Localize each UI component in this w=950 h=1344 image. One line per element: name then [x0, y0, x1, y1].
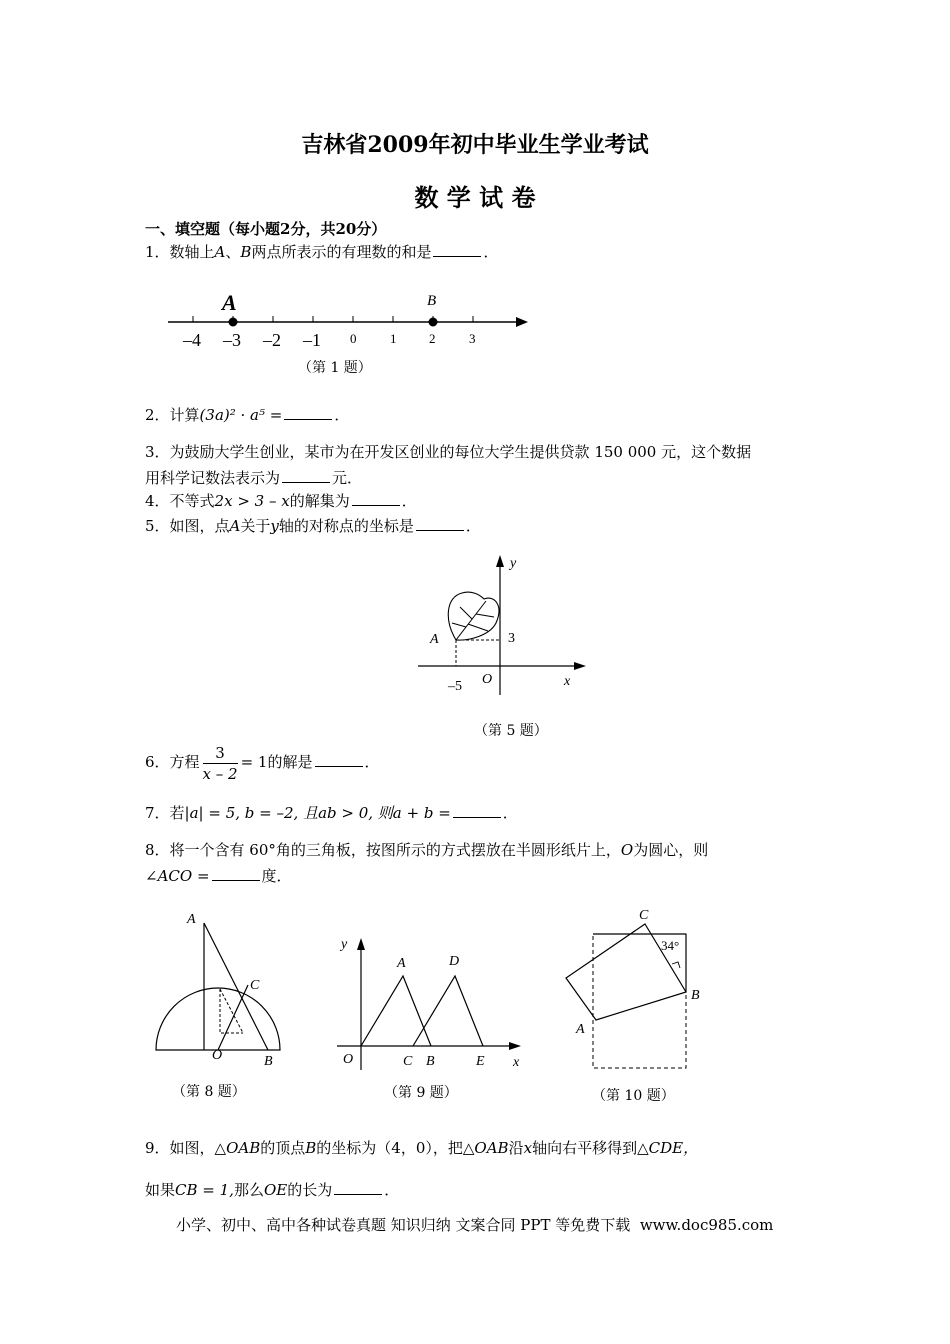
q8-fig-c-label: C [250, 978, 260, 993]
q1-text-b: 两点所表示的有理数的和是 [251, 243, 432, 261]
q1-point-a: A [214, 243, 226, 261]
q9-text-b: 的顶点 [260, 1139, 306, 1157]
q1-text-a: 1．数轴上 [145, 243, 215, 261]
q3-text: 用科学记数法表示为 [145, 469, 281, 487]
q9-text-d: 沿 [508, 1139, 524, 1157]
footer [176, 1214, 773, 1235]
exam-subtitle: 数 学 试 卷 [414, 183, 536, 212]
q1-sep: 、 [225, 243, 241, 261]
q3-answer-blank [282, 468, 330, 483]
q2-end: ． [334, 406, 350, 424]
q5-end: ． [465, 517, 481, 535]
q5-caption: （第 5 题） [474, 723, 548, 739]
q5-text-c: 轴的对称点的坐标是 [278, 517, 414, 535]
q8-text-b: 为圆心，则 [633, 841, 709, 859]
q9-text-g: 那么 [233, 1181, 264, 1199]
q10-fig-b-label: B [691, 988, 700, 1003]
q10-rectangle-figure [560, 900, 720, 1080]
q8-fig-b-label: B [264, 1054, 273, 1069]
q9-text-e: 轴向右平移得到 [532, 1139, 638, 1157]
q9-fig-y-label: y [341, 937, 348, 952]
q7-answer-blank [453, 803, 501, 818]
q6-denominator: x – 2 [202, 764, 238, 783]
q10-fig-a-label: A [576, 1022, 585, 1037]
q6-end: ． [364, 753, 380, 771]
question-5 [145, 516, 481, 535]
q9-fig-e-label: E [476, 1054, 485, 1069]
tick-label: –2 [263, 330, 281, 350]
q1-end: ． [483, 243, 499, 261]
tick-label: 1 [390, 331, 397, 346]
q8-point-o: O [620, 841, 634, 859]
q9-fig-x-label: x [513, 1055, 520, 1070]
semicircle [156, 988, 280, 1050]
q7-expression: |a| = 5, b = –2, 且ab > 0, 则a + b = [184, 804, 451, 822]
question-6 [145, 740, 380, 784]
q10-caption: （第 10 题） [592, 1088, 675, 1104]
q9-translation-figure [333, 930, 533, 1075]
point-a-dot [229, 318, 238, 327]
q4-text-b: 的解集为 [289, 492, 350, 510]
q1-answer-blank [433, 242, 481, 257]
question-7 [145, 803, 518, 822]
q1-point-b: B [240, 243, 252, 261]
q9-fig-d-label: D [449, 954, 460, 969]
q4-answer-blank [352, 491, 400, 506]
tick-label: –1 [303, 330, 321, 350]
question-9-line2 [145, 1180, 399, 1199]
q8-angle: ∠ACO = [145, 867, 210, 885]
q2-text: 2．计算 [145, 406, 200, 424]
q1-fig-label-a: A [222, 290, 237, 315]
q8-fig-a-label: A [187, 912, 196, 927]
q6-numerator: 3 [203, 743, 238, 764]
q3-unit: 元． [332, 469, 363, 487]
q8-answer-blank [212, 866, 260, 881]
q5-text-a: 5．如图，点 [145, 517, 230, 535]
tick-label: 0 [350, 331, 357, 346]
tick-label: 2 [429, 331, 436, 346]
question-3-line2 [145, 468, 362, 487]
q9-point-b: B [305, 1139, 317, 1157]
triangle-cde [413, 976, 483, 1046]
q9-answer-blank [334, 1180, 382, 1195]
q9-end: ． [384, 1181, 400, 1199]
question-9-line1 [145, 1139, 698, 1157]
tick-label: –4 [183, 330, 201, 350]
triangle-oab [361, 976, 431, 1046]
q6-text-b: 的解是 [267, 753, 313, 771]
footer-url[interactable]: www.doc985.com [639, 1216, 774, 1234]
q9-fig-a-label: A [397, 956, 406, 971]
q5-fig-y-label: y [510, 556, 517, 571]
question-3-line1: 3．为鼓励大学生创业，某市为在开发区创业的每位大学生提供贷款 150 000 元，这个数据 [145, 443, 752, 461]
q8-unit: 度． [261, 867, 292, 885]
q5-fig-three-label: 3 [508, 631, 515, 646]
q5-answer-blank [416, 516, 464, 531]
q9-text-c: 的坐标为（4，0），把 [316, 1139, 463, 1157]
q6-fraction [203, 743, 238, 784]
q5-coordinate-figure [410, 545, 600, 700]
q9-axis: x [523, 1139, 533, 1157]
q9-segment: OE [263, 1181, 288, 1199]
q2-expression: (3a)² · a⁵ = [199, 406, 283, 424]
q5-fig-x-label: x [564, 674, 571, 689]
q9-text-h: 的长为 [287, 1181, 333, 1199]
q9-triangle-1: △OAB [214, 1139, 261, 1157]
q9-triangle-2: △OAB [462, 1139, 509, 1157]
q8-caption: （第 8 题） [172, 1084, 246, 1100]
q5-axis: y [270, 517, 279, 535]
q9-expression: CB = 1, [175, 1181, 234, 1199]
q5-fig-a-label: A [430, 632, 439, 647]
q9-fig-o-label: O [343, 1052, 354, 1067]
q9-triangle-3: △CDE， [637, 1139, 699, 1157]
q9-text-f: 如果 [145, 1181, 176, 1199]
q9-fig-c-label: C [403, 1054, 413, 1069]
q9-caption: （第 9 题） [384, 1085, 458, 1101]
q8-text-a: 8．将一个含有 60°角的三角板，按图所示的方式摆放在半圆形纸片上， [145, 841, 621, 859]
question-4 [145, 491, 417, 510]
q4-end: ． [401, 492, 417, 510]
q9-fig-b-label: B [426, 1054, 435, 1069]
q4-text: 4．不等式 [145, 492, 215, 510]
q5-text-b: 关于 [240, 517, 271, 535]
q6-answer-blank [315, 752, 363, 767]
tick-label: 3 [469, 331, 476, 346]
q6-text: 6．方程 [145, 753, 200, 771]
q7-end: ． [502, 804, 518, 822]
tick-label: –3 [223, 330, 241, 350]
question-8-line1 [145, 841, 708, 859]
q8-fig-o-label: O [212, 1048, 223, 1063]
q10-fig-angle-label: 34° [661, 938, 680, 953]
section-heading: 一、填空题（每小题2分，共20分） [145, 220, 387, 238]
q7-text: 7．若 [145, 804, 185, 822]
q6-equals: = 1 [240, 753, 268, 771]
q5-fig-minus5-label: –5 [448, 679, 462, 694]
point-b-dot [429, 318, 438, 327]
q5-point: A [229, 517, 241, 535]
q1-caption: （第 1 题） [298, 360, 372, 376]
q2-answer-blank [284, 405, 332, 420]
q4-inequality: 2x > 3 – x [214, 492, 290, 510]
q5-fig-origin-label: O [482, 672, 493, 687]
question-8-line2 [145, 866, 292, 885]
question-2 [145, 405, 349, 424]
q9-text-a: 9．如图， [145, 1139, 215, 1157]
q8-semicircle-figure [150, 905, 290, 1075]
q1-fig-label-b: B [427, 293, 437, 309]
footer-text: 小学、初中、高中各种试卷真题 知识归纳 文案合同 PPT 等免费下载 [176, 1216, 631, 1234]
q1-number-line-figure [160, 285, 540, 355]
question-1 [145, 242, 498, 261]
q10-fig-c-label: C [639, 908, 649, 923]
exam-title: 吉林省2009年初中毕业生学业考试 [301, 132, 649, 158]
